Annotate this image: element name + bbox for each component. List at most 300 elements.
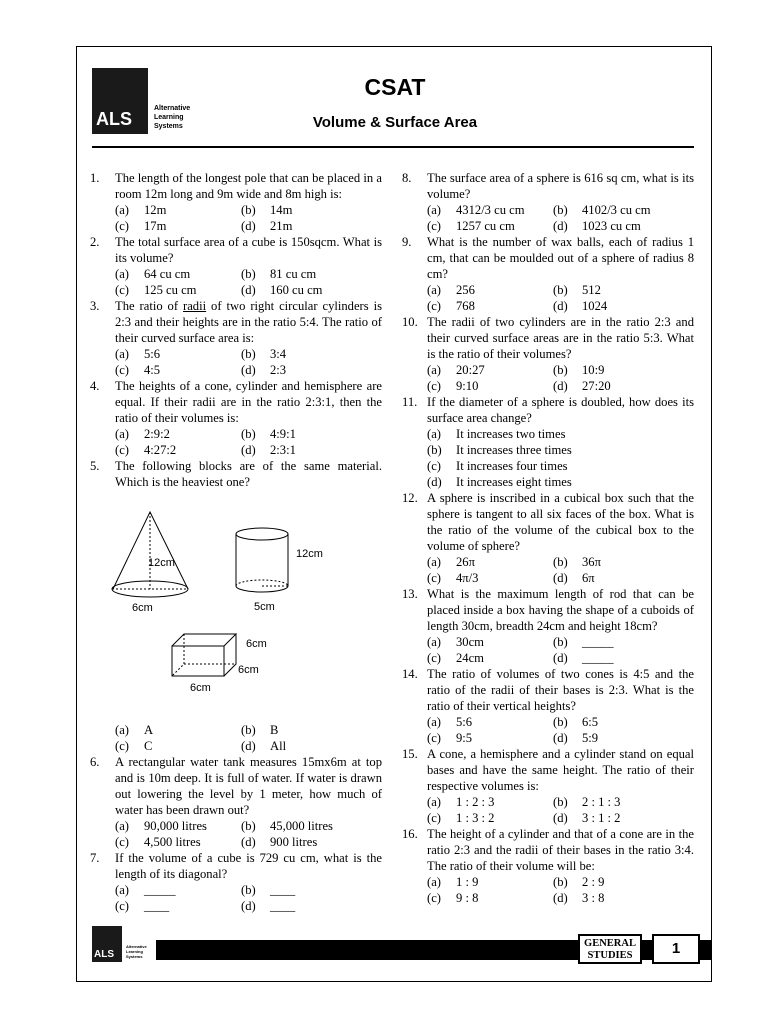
option-label: (b) <box>241 819 256 833</box>
option <box>553 634 694 650</box>
option-value: 24cm <box>456 651 484 665</box>
option-label: (a) <box>115 267 129 281</box>
question <box>90 298 382 378</box>
question-number: 12. <box>402 491 418 505</box>
option-value: 90,000 litres <box>144 819 207 833</box>
option <box>427 810 553 826</box>
cylinder-base-label: 5cm <box>254 601 275 613</box>
option <box>427 458 694 474</box>
question-text <box>90 754 382 818</box>
option <box>427 570 553 586</box>
option-value: 45,000 litres <box>270 819 333 833</box>
option-value: 3:4 <box>270 347 287 361</box>
right-column <box>402 170 694 906</box>
option <box>115 362 241 378</box>
option <box>241 882 382 898</box>
question-text <box>90 170 382 202</box>
cuboid-width-label: 6cm <box>238 664 259 676</box>
option-label: (a) <box>115 723 129 737</box>
option-label: (c) <box>427 571 441 585</box>
option-value: ____ <box>270 883 296 897</box>
option <box>553 650 694 666</box>
option <box>115 282 241 298</box>
option <box>553 362 694 378</box>
option <box>427 298 553 314</box>
option <box>427 474 694 490</box>
option-label: (b) <box>553 555 568 569</box>
option-value: 6π <box>582 571 595 585</box>
question <box>402 394 694 490</box>
option <box>427 202 553 218</box>
logo-subtitle <box>154 104 190 131</box>
option-value: 5:9 <box>582 731 599 745</box>
option-label: (d) <box>241 219 256 233</box>
option-value: It increases three times <box>456 443 572 457</box>
option-value: 5:6 <box>456 715 473 729</box>
option-value: 2 : 9 <box>582 875 605 889</box>
question <box>402 314 694 394</box>
options <box>402 634 694 666</box>
option <box>427 362 553 378</box>
option-label: (d) <box>553 299 568 313</box>
question-body: What is the number of wax balls, each of radius 1 cm, that can be moulded out of a sphere of radius 8 cm? <box>427 235 694 281</box>
option-label: (a) <box>427 795 441 809</box>
option-label: (d) <box>241 899 256 913</box>
question-body: The length of the longest pole that can be placed in a room 12m long and 9m wide and 8m high is: <box>115 171 382 201</box>
option <box>241 282 382 298</box>
option-label: (d) <box>241 363 256 377</box>
footer-logo-text: ALS <box>94 949 114 960</box>
option <box>427 442 694 458</box>
option-value: 2:3:1 <box>270 443 296 457</box>
question-text <box>402 170 694 202</box>
question-text <box>402 586 694 634</box>
option <box>115 882 241 898</box>
option-label: (d) <box>241 739 256 753</box>
option-label: (b) <box>553 283 568 297</box>
option-label: (d) <box>553 379 568 393</box>
option <box>427 794 553 810</box>
question <box>90 234 382 298</box>
question-body: The following blocks are of the same material. Which is the heaviest one? <box>115 459 382 489</box>
option-label: (b) <box>427 443 442 457</box>
cylinder-top <box>236 528 288 540</box>
option <box>553 298 694 314</box>
option-label: (c) <box>115 835 129 849</box>
option-value: 1 : 9 <box>456 875 479 889</box>
option <box>427 714 553 730</box>
options <box>90 202 382 234</box>
footer-sub-line: Systems <box>126 954 143 959</box>
option-label: (d) <box>427 475 442 489</box>
option-label: (c) <box>427 651 441 665</box>
question-text <box>90 850 382 882</box>
cuboid-height-label: 6cm <box>246 638 267 650</box>
option <box>241 442 382 458</box>
option-label: (c) <box>427 811 441 825</box>
options <box>402 202 694 234</box>
option-label: (a) <box>115 203 129 217</box>
page-number: 1 <box>652 934 700 964</box>
option-label: (b) <box>241 203 256 217</box>
option-label: (c) <box>427 459 441 473</box>
cuboid-front <box>172 646 224 676</box>
option-value: 4:27:2 <box>144 443 177 457</box>
option <box>115 266 241 282</box>
options <box>402 362 694 394</box>
option-value: 2 : 1 : 3 <box>582 795 621 809</box>
question <box>90 170 382 234</box>
option <box>553 874 694 890</box>
option-value: B <box>270 723 279 737</box>
question-text <box>402 666 694 714</box>
question-text <box>90 378 382 426</box>
question-number: 3. <box>90 299 100 313</box>
cylinder-height-label: 12cm <box>296 548 323 560</box>
option-value: 3 : 8 <box>582 891 605 905</box>
question-text <box>402 314 694 362</box>
option <box>553 554 694 570</box>
option-label: (b) <box>241 883 256 897</box>
option <box>241 266 382 282</box>
option-value: 900 litres <box>270 835 318 849</box>
question-number: 6. <box>90 755 100 769</box>
options <box>402 794 694 826</box>
option-value: 36π <box>582 555 601 569</box>
question-number: 15. <box>402 747 418 761</box>
option-value: 9 : 8 <box>456 891 479 905</box>
question-body: The height of a cylinder and that of a cone are in the ratio 2:3 and the radii of their bases in the ratio 3:4. The ratio of their volume will be: <box>427 827 694 873</box>
badge-line: GENERAL <box>584 938 636 949</box>
option-value: 9:5 <box>456 731 473 745</box>
option-value: 256 <box>456 283 475 297</box>
option <box>427 634 553 650</box>
question-number: 2. <box>90 235 100 249</box>
option <box>553 378 694 394</box>
question-number: 10. <box>402 315 418 329</box>
option-label: (b) <box>241 427 256 441</box>
option-value: 26π <box>456 555 475 569</box>
question-text-part: of two right circular cylinders is 2:3 and their heights are in the ratio 5:4. The ratio of their curved surface area is: <box>115 299 383 345</box>
option-label: (a) <box>427 427 441 441</box>
question-text <box>402 394 694 426</box>
page-title: CSAT <box>364 74 426 100</box>
option-label: (a) <box>115 347 129 361</box>
option <box>115 218 241 234</box>
question-text <box>90 234 382 266</box>
option-value: 10:9 <box>582 363 605 377</box>
option-value: 64 cu cm <box>144 267 191 281</box>
question-text-part: The ratio of <box>115 299 184 313</box>
question-number: 11. <box>402 395 418 409</box>
option-label: (c) <box>427 219 441 233</box>
option-value: 1 : 2 : 3 <box>456 795 495 809</box>
option <box>241 898 382 914</box>
option-value: 4,500 litres <box>144 835 201 849</box>
options <box>90 722 382 754</box>
option-label: (a) <box>115 819 129 833</box>
option-value: 4:5 <box>144 363 161 377</box>
options <box>402 282 694 314</box>
question-text-part: radii <box>183 299 207 313</box>
option-label: (b) <box>553 875 568 889</box>
option <box>427 378 553 394</box>
option-label: (b) <box>553 635 568 649</box>
options <box>90 818 382 850</box>
cylinder-bottom <box>236 586 288 592</box>
option-value: 9:10 <box>456 379 479 393</box>
question-body: A sphere is inscribed in a cubical box such that the sphere is tangent to all six faces of the box. What is the ratio of the volume of the cubical box to the volume of sphere? <box>427 491 694 553</box>
options <box>402 874 694 906</box>
option <box>427 282 553 298</box>
option-label: (c) <box>115 443 129 457</box>
question <box>402 746 694 826</box>
option <box>115 426 241 442</box>
question-text <box>402 490 694 554</box>
question-body: If the volume of a cube is 729 cu cm, what is the length of its diagonal? <box>115 851 382 881</box>
options <box>402 554 694 586</box>
option <box>115 898 241 914</box>
option <box>115 722 241 738</box>
question-body: A rectangular water tank measures 15mx6m at top and is 10m deep. It is full of water. If water is drawn out lowering the level by 1 meter, how much of water has been drawn out? <box>115 755 382 817</box>
option-label: (c) <box>427 891 441 905</box>
option <box>553 714 694 730</box>
question-figure <box>90 494 382 722</box>
option-label: (d) <box>241 283 256 297</box>
option-label: (c) <box>427 379 441 393</box>
footer-sub-line: Learning <box>126 949 143 954</box>
option <box>427 426 694 442</box>
option-label: (a) <box>115 883 129 897</box>
option <box>115 442 241 458</box>
option-label: (a) <box>427 283 441 297</box>
option-value: ____ <box>270 899 296 913</box>
question-number: 7. <box>90 851 100 865</box>
option-label: (b) <box>241 723 256 737</box>
option <box>241 346 382 362</box>
option-label: (c) <box>115 899 129 913</box>
cuboid-top <box>172 634 236 646</box>
question <box>90 378 382 458</box>
option-value: 6:5 <box>582 715 599 729</box>
question <box>90 754 382 850</box>
question <box>402 666 694 746</box>
option-value: 125 cu cm <box>144 283 197 297</box>
option <box>241 722 382 738</box>
question-number: 4. <box>90 379 100 393</box>
option-label: (b) <box>241 347 256 361</box>
option-label: (a) <box>427 555 441 569</box>
option <box>115 834 241 850</box>
option-value: 4312/3 cu cm <box>456 203 525 217</box>
option-value: _____ <box>582 651 614 665</box>
option <box>115 202 241 218</box>
question <box>402 234 694 314</box>
header-rule <box>92 146 694 148</box>
option-label: (b) <box>553 363 568 377</box>
option <box>553 218 694 234</box>
question-body: The heights of a cone, cylinder and hemisphere are equal. If their radii are in the ratio 2:3:1, then the ratio of their volumes is: <box>115 379 382 425</box>
question-text <box>402 826 694 874</box>
question-body: What is the maximum length of rod that can be placed inside a box having the shape of a cuboids of length 30cm, breadth 24cm and height 18cm? <box>427 587 694 633</box>
options <box>90 266 382 298</box>
option-label: (c) <box>427 299 441 313</box>
option <box>241 738 382 754</box>
options <box>402 714 694 746</box>
option-label: (c) <box>427 731 441 745</box>
question-number: 9. <box>402 235 412 249</box>
option-value: 1257 cu cm <box>456 219 515 233</box>
question-body: The radii of two cylinders are in the ratio 2:3 and their curved surface areas are in the ratio 5:3. What is the ratio of their volumes? <box>427 315 694 361</box>
cuboid-length-label: 6cm <box>190 682 211 694</box>
option-value: 20:27 <box>456 363 485 377</box>
option-value: 4π/3 <box>456 571 479 585</box>
page-subtitle: Volume & Surface Area <box>312 114 478 131</box>
logo-sub-line: Learning <box>154 114 184 121</box>
option-label: (a) <box>427 715 441 729</box>
option <box>553 202 694 218</box>
option-value: 2:3 <box>270 363 287 377</box>
question-text <box>90 298 382 346</box>
logo-sub-line: Systems <box>154 123 183 130</box>
option <box>427 554 553 570</box>
option-value: 3 : 1 : 2 <box>582 811 621 825</box>
option-value: A <box>144 723 154 737</box>
option <box>241 362 382 378</box>
option-value: 81 cu cm <box>270 267 317 281</box>
question-text <box>90 458 382 490</box>
option-value: All <box>270 739 287 753</box>
option-value: 17m <box>144 219 167 233</box>
question-body: The surface area of a sphere is 616 sq cm, what is its volume? <box>427 171 694 201</box>
cone-height-label: 12cm <box>148 557 175 569</box>
option-value: _____ <box>144 883 176 897</box>
option-label: (d) <box>553 731 568 745</box>
option-label: (c) <box>115 739 129 753</box>
als-logo <box>92 68 148 134</box>
section-badge <box>578 934 642 964</box>
option <box>241 426 382 442</box>
option-label: (d) <box>553 219 568 233</box>
option <box>427 874 553 890</box>
option-label: (b) <box>553 795 568 809</box>
option-label: (a) <box>427 635 441 649</box>
question <box>402 170 694 234</box>
option-label: (d) <box>553 891 568 905</box>
option-label: (d) <box>553 571 568 585</box>
option <box>427 218 553 234</box>
cone-base-label: 6cm <box>132 602 153 614</box>
question-body: The ratio of volumes of two cones is 4:5 and the ratio of the radii of their bases is 2:3. What is the ratio of their vertical heights? <box>427 667 694 713</box>
option-label: (c) <box>115 363 129 377</box>
option-value: 27:20 <box>582 379 611 393</box>
option <box>553 794 694 810</box>
option-value: 14m <box>270 203 293 217</box>
option-label: (d) <box>241 835 256 849</box>
question <box>402 826 694 906</box>
option-value: 1 : 3 : 2 <box>456 811 495 825</box>
option-value: It increases eight times <box>456 475 572 489</box>
option-label: (d) <box>241 443 256 457</box>
option-label: (d) <box>553 651 568 665</box>
question <box>90 458 382 754</box>
option-value: It increases two times <box>456 427 566 441</box>
option <box>427 890 553 906</box>
options <box>90 882 382 914</box>
option-value: 21m <box>270 219 293 233</box>
option <box>427 650 553 666</box>
option-value: 4:9:1 <box>270 427 296 441</box>
options <box>90 426 382 458</box>
question-number: 16. <box>402 827 418 841</box>
logo-sub-line: Alternative <box>154 105 191 112</box>
option <box>553 890 694 906</box>
option-label: (b) <box>553 203 568 217</box>
options <box>402 426 694 490</box>
question-text <box>402 746 694 794</box>
option-value: 5:6 <box>144 347 161 361</box>
option-value: 160 cu cm <box>270 283 323 297</box>
option-label: (d) <box>553 811 568 825</box>
option-value: 4102/3 cu cm <box>582 203 651 217</box>
option-value: 2:9:2 <box>144 427 170 441</box>
footer-sub-line: Alternative <box>126 944 147 949</box>
question-text <box>402 234 694 282</box>
option-value: 12m <box>144 203 167 217</box>
question-body: The total surface area of a cube is 150sqcm. What is its volume? <box>115 235 382 265</box>
option <box>115 738 241 754</box>
option <box>553 570 694 586</box>
option-value: 1024 <box>582 299 608 313</box>
option <box>241 834 382 850</box>
question <box>402 586 694 666</box>
question-number: 8. <box>402 171 412 185</box>
option <box>427 730 553 746</box>
option <box>241 818 382 834</box>
option <box>115 818 241 834</box>
option-label: (a) <box>427 203 441 217</box>
badge-line: STUDIES <box>587 950 633 961</box>
option <box>553 282 694 298</box>
option-label: (a) <box>427 875 441 889</box>
option-value: _____ <box>582 635 614 649</box>
option-value: It increases four times <box>456 459 568 473</box>
options <box>90 346 382 378</box>
question <box>402 490 694 586</box>
option-value: 30cm <box>456 635 484 649</box>
option-label: (b) <box>241 267 256 281</box>
option-value: 1023 cu cm <box>582 219 641 233</box>
question-number: 13. <box>402 587 418 601</box>
footer-logo-subtitle <box>126 944 147 959</box>
option-value: C <box>144 739 153 753</box>
option <box>241 202 382 218</box>
question-number: 1. <box>90 171 100 185</box>
option-value: ____ <box>144 899 170 913</box>
question-number: 5. <box>90 459 100 473</box>
question-body: A cone, a hemisphere and a cylinder stand on equal bases and have the same height. The ratio of their respective volumes is: <box>427 747 694 793</box>
question-number: 14. <box>402 667 418 681</box>
option <box>241 218 382 234</box>
option <box>553 810 694 826</box>
option <box>553 730 694 746</box>
option <box>115 346 241 362</box>
left-column <box>90 170 382 914</box>
option-label: (c) <box>115 283 129 297</box>
question-body: If the diameter of a sphere is doubled, how does its surface area change? <box>427 395 694 425</box>
option-label: (a) <box>427 363 441 377</box>
footer-logo <box>92 926 122 962</box>
